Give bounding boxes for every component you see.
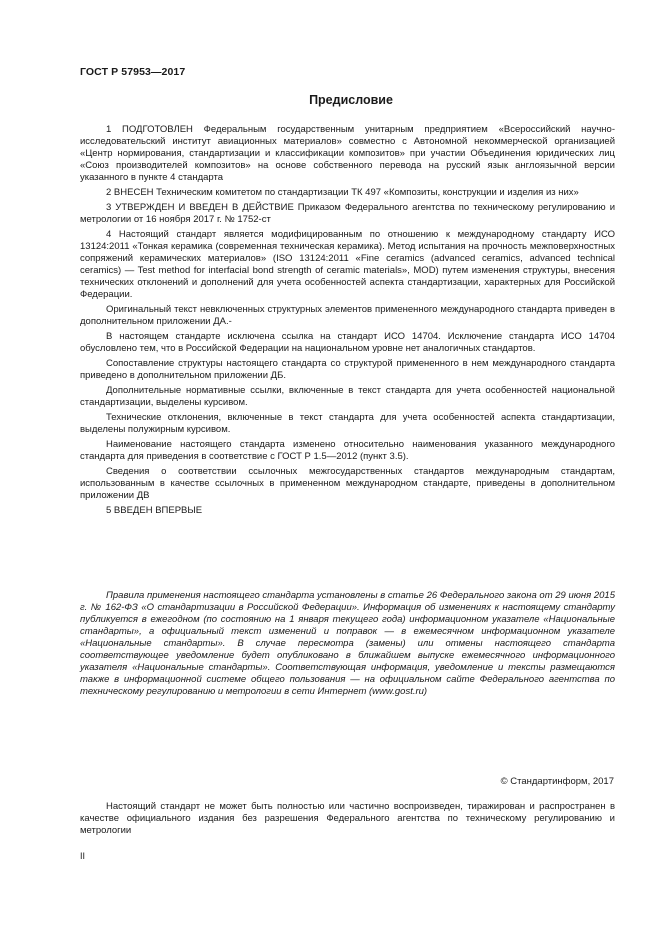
foreword-paragraph-title-change: Наименование настоящего стандарта изменено относительно наименования указанного международного стандарта для приведения в соответствие с ГОСТ Р 1.5—2012 (пункт 3.5). — [80, 439, 615, 462]
page-title: Предисловие — [309, 93, 393, 107]
foreword-paragraph-additional-references: Дополнительные нормативные ссылки, включенные в текст стандарта для учета особенностей национальной стандартизации, выделены курсивом. — [80, 385, 615, 408]
foreword-item-4: 4 Настоящий стандарт является модифицированным по отношению к международному стандарту ИСО 13124:2011 «Тонкая керамика (современная техническая керамика). Метод испытания на прочность межповерхностных сопряжений керамических материалов» (ISO 13124:2011 «Fine ceramics (advanced ceramics, advanced technical ceramics) — Test method for interfacial bond strength of ceramic materials», MOD) путем изменения структуры, внесения технических отклонений и дополнений для учета особенностей аспекта стандартизации, характерных для Российской Федерации. — [80, 229, 615, 300]
foreword-paragraph-reference-standards: Сведения о соответствии ссылочных межгосударственных стандартов международным стандартам, использованным в качестве ссылочных в примененном международном стандарте, приведены в дополнительном приложении ДВ — [80, 466, 615, 501]
application-rules-notice: Правила применения настоящего стандарта установлены в статье 26 Федерального закона от 29 июня 2015 г. № 162-ФЗ «О стандартизации в Российской Федерации». Информация об изменениях к настоящему стандарту публикуется в ежегодном (по состоянию на 1 января текущего года) информационном указателе «Национальные стандарты», а официальный текст изменений и поправок — в ежемесячном информационном указателе «Национальные стандарты». В случае пересмотра (замены) или отмены настоящего стандарта соответствующее уведомление будет опубликовано в ближайшем выпуске ежемесячного информационного указателя «Национальные стандарты». Соответствующая информация, уведомление и тексты размещаются также в информационной системе общего пользования — на официальном сайте Федерального агентства по техническому регулированию и метрологии в сети Интернет (www.gost.ru) — [80, 590, 615, 697]
foreword-body — [80, 124, 615, 520]
document-code-header: ГОСТ Р 57953—2017 — [80, 66, 186, 78]
reproduction-disclaimer: Настоящий стандарт не может быть полностью или частично воспроизведен, тиражирован и распространен в качестве официального издания без разрешения Федерального агентства по техническому регулированию и метрологии — [80, 801, 615, 836]
foreword-item-2: 2 ВНЕСЕН Техническим комитетом по стандартизации ТК 497 «Композиты, конструкции и изделия из них» — [106, 187, 579, 198]
foreword-item-3: 3 УТВЕРЖДЕН И ВВЕДЕН В ДЕЙСТВИЕ Приказом Федерального агентства по техническому регулированию и метрологии от 16 ноября 2017 г. № 1752-ст — [80, 202, 615, 225]
foreword-paragraph-original-text: Оригинальный текст невключенных структурных элементов примененного международного стандарта приведен в дополнительном приложении ДА.- — [80, 304, 615, 327]
copyright-notice: © Стандартинформ, 2017 — [500, 776, 614, 787]
foreword-paragraph-structure-comparison: Сопоставление структуры настоящего стандарта со структурой примененного в нем международного стандарта приведено в дополнительном приложении ДБ. — [80, 358, 615, 381]
foreword-paragraph-technical-deviations: Технические отклонения, включенные в текст стандарта для учета особенностей аспекта стандартизации, выделены полужирным курсивом. — [80, 412, 615, 435]
foreword-paragraph-excluded-reference: В настоящем стандарте исключена ссылка на стандарт ИСО 14704. Исключение стандарта ИСО 14704 обусловлено тем, что в Российской Федерации на национальном уровне нет аналогичных стандартов. — [80, 331, 615, 354]
foreword-item-5: 5 ВВЕДЕН ВПЕРВЫЕ — [106, 505, 203, 516]
foreword-item-1: 1 ПОДГОТОВЛЕН Федеральным государственным унитарным предприятием «Всероссийский научно-исследовательский институт авиационных материалов» совместно с Автономной некоммерческой организацией «Центр нормирования, стандартизации и классификации композитов» при участии Объединения юридических лиц «Союз производителей композитов» на основе собственного перевода на русский язык англоязычной версии указанного в пункте 4 стандарта — [80, 124, 615, 183]
page-number: II — [80, 851, 86, 861]
